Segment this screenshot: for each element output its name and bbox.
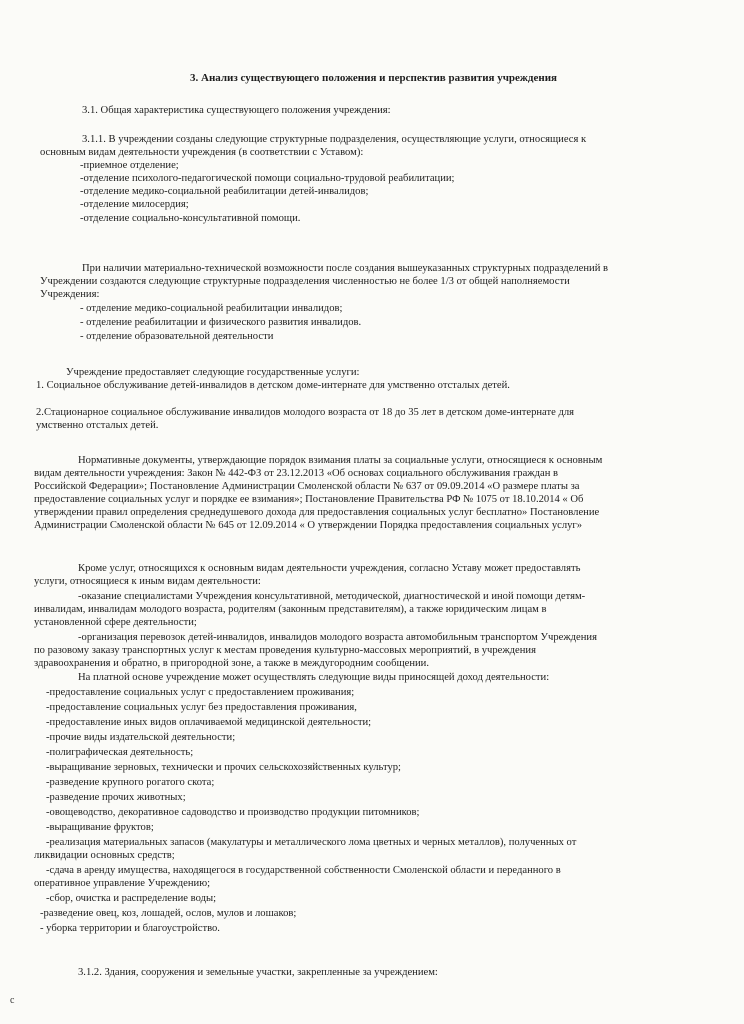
other-services-line: -оказание специалистами Учреждения консультативной, методической, диагностической и иной помощи детям- xyxy=(78,591,586,602)
service-2-line-2: умственно отсталых детей. xyxy=(36,420,159,431)
possibility-paragraph-line-3: Учреждения: xyxy=(40,289,100,300)
possibility-paragraph-line-1: При наличии материально-технической возможности после создания вышеуказанных структурных подразделений в xyxy=(82,263,609,274)
department-item: -отделение психолого-педагогической помощи социально-трудовой реабилитации; xyxy=(80,173,455,184)
other-services-line: услуги, относящиеся к иным видам деятельности: xyxy=(34,576,261,587)
department-item: -отделение медико-социальной реабилитации детей-инвалидов; xyxy=(80,186,369,197)
possibility-paragraph-line-2: Учреждении создаются следующие структурные подразделения численностью не более 1/3 от общей наполняемости xyxy=(40,276,570,287)
section-title: 3. Анализ существующего положения и перспектив развития учреждения xyxy=(190,72,557,84)
paid-activity-item: -предоставление социальных услуг без предоставления проживания, xyxy=(46,702,357,713)
section-3-1-1-line-2: основным видам деятельности учреждения (в соответствии с Уставом): xyxy=(40,147,364,158)
normative-paragraph-line: утверждении правил определения среднедушевого дохода для предоставления социальных услуг бесплатно» Постановление xyxy=(34,507,600,518)
paid-activity-item: -выращивание зерновых, технически и прочих сельскохозяйственных культур; xyxy=(46,762,401,773)
paid-activity-item: ликвидации основных средств; xyxy=(34,850,175,861)
paid-activity-item: оперативное управление Учреждению; xyxy=(34,878,211,889)
normative-paragraph-line: Администрации Смоленской области № 645 от 12.09.2014 « О утверждении Порядка предоставления социальных услуг» xyxy=(34,520,583,531)
normative-paragraph-line: Российской Федерации»; Постановление Администрации Смоленской области № 637 от 09.09.2014 «О размере платы за xyxy=(34,481,580,492)
section-3-1-heading: 3.1. Общая характеристика существующего положения учреждения: xyxy=(82,105,391,116)
normative-paragraph-line: видам деятельности учреждения: Закон № 442-ФЗ от 23.12.2013 «Об основах социального обслуживания граждан в xyxy=(34,468,559,479)
normative-paragraph-line: предоставление социальных услуг и порядке ее взимания»; Постановление Правительства РФ № 1075 от 18.10.2014 « Об xyxy=(34,494,584,505)
additional-department-item: - отделение образовательной деятельности xyxy=(80,331,274,342)
other-services-line: по разовому заказу транспортных услуг к местам проведения культурно-массовых мероприятий, в учреждения xyxy=(34,645,536,656)
other-services-line: -организация перевозок детей-инвалидов, инвалидов молодого возраста автомобильным транспортом Учреждения xyxy=(78,632,597,643)
section-3-1-1-line-1: 3.1.1. В учреждении созданы следующие структурные подразделения, осуществляющие услуги, относящиеся к xyxy=(82,134,587,145)
other-services-line: здравоохранения и обратно, в пригородной зоне, а также в междугородним сообщении. xyxy=(34,658,430,669)
other-services-line: установленной сфере деятельности; xyxy=(34,617,197,628)
service-1: 1. Социальное обслуживание детей-инвалидов в детском доме-интернате для умственно отсталых детей. xyxy=(36,380,510,391)
additional-department-item: - отделение медико-социальной реабилитации инвалидов; xyxy=(80,303,343,314)
corner-mark: c xyxy=(10,995,15,1006)
department-item: -отделение милосердия; xyxy=(80,199,189,210)
paid-activity-item: - уборка территории и благоустройство. xyxy=(40,923,220,934)
paid-activity-item: -реализация материальных запасов (макулатуры и металлического лома цветных и черных металлов), полученных от xyxy=(46,837,577,848)
paid-activity-item: -разведение овец, коз, лошадей, ослов, мулов и лошаков; xyxy=(40,908,297,919)
paid-activity-item: -сдача в аренду имущества, находящегося в государственной собственности Смоленской области и переданного в xyxy=(46,865,561,876)
normative-paragraph-line: Нормативные документы, утверждающие порядок взимания платы за социальные услуги, относящиеся к основным xyxy=(78,455,603,466)
department-item: -отделение социально-консультативной помощи. xyxy=(80,213,301,224)
other-services-line: На платной основе учреждение может осуществлять следующие виды приносящей доход деятельности: xyxy=(78,672,550,683)
other-services-line: инвалидам, инвалидам молодого возраста, родителям (законным представителям), а также юридическим лицам в xyxy=(34,604,547,615)
additional-department-item: - отделение реабилитации и физического развития инвалидов. xyxy=(80,317,362,328)
paid-activity-item: -предоставление социальных услуг с предоставлением проживания; xyxy=(46,687,355,698)
paid-activity-item: -полиграфическая деятельность; xyxy=(46,747,194,758)
paid-activity-item: -предоставление иных видов оплачиваемой медицинской деятельности; xyxy=(46,717,372,728)
paid-activity-item: -прочие виды издательской деятельности; xyxy=(46,732,236,743)
paid-activity-item: -выращивание фруктов; xyxy=(46,822,154,833)
paid-activity-item: -овощеводство, декоративное садоводство и производство продукции питомников; xyxy=(46,807,420,818)
section-3-1-2-heading: 3.1.2. Здания, сооружения и земельные участки, закрепленные за учреждением: xyxy=(78,967,438,978)
paid-activity-item: -разведение прочих животных; xyxy=(46,792,186,803)
paid-activity-item: -разведение крупного рогатого скота; xyxy=(46,777,215,788)
services-intro: Учреждение предоставляет следующие государственные услуги: xyxy=(66,367,360,378)
service-2-line-1: 2.Стационарное социальное обслуживание инвалидов молодого возраста от 18 до 35 лет в детском доме-интернате для xyxy=(36,407,575,418)
department-item: -приемное отделение; xyxy=(80,160,179,171)
other-services-line: Кроме услуг, относящихся к основным видам деятельности учреждения, согласно Уставу может предоставлять xyxy=(78,563,581,574)
paid-activity-item: -сбор, очистка и распределение воды; xyxy=(46,893,217,904)
